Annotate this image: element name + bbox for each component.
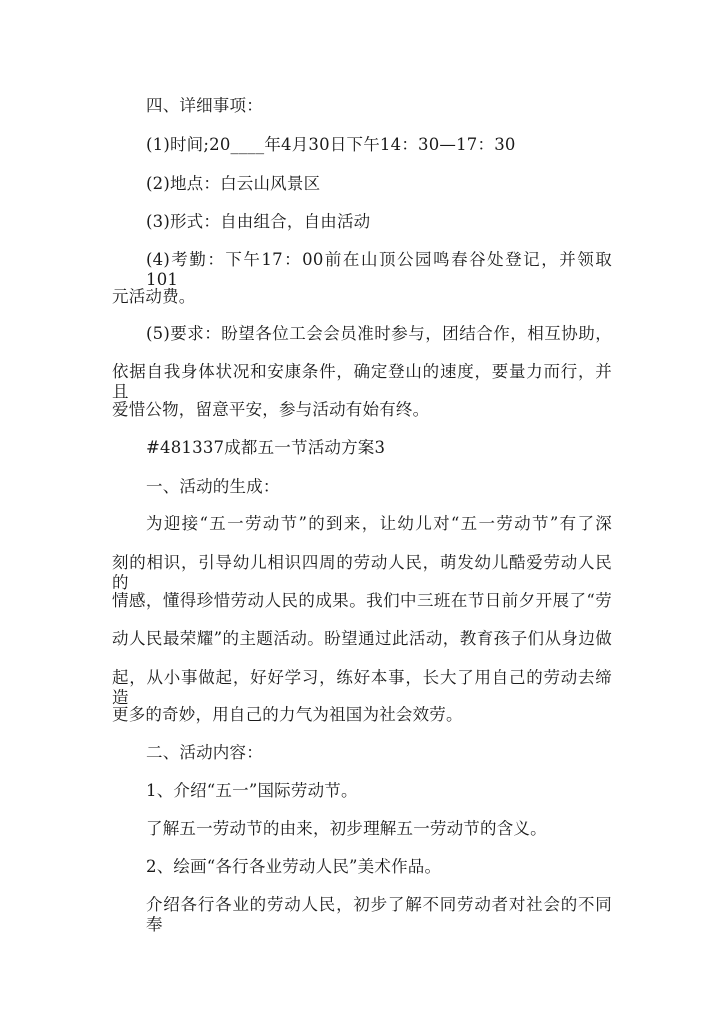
section-heading: 二、活动内容： <box>146 743 263 762</box>
text-line: 2、绘画“各行各业劳动人民”美术作品。 <box>146 857 442 876</box>
text-line: 爱惜公物，留意平安，参与活动有始有终。 <box>112 400 430 419</box>
text-line: (5)要求：盼望各位工会会员准时参与，团结合作，相互协助， <box>146 324 612 343</box>
section-heading: 四、详细事项： <box>146 96 263 115</box>
document-subtitle: #481337成都五一节活动方案3 <box>146 438 386 457</box>
text-line: (4)考勤：下午17：00前在山顶公园鸣春谷处登记，并领取101 <box>146 250 612 289</box>
text-line: 1、介绍“五一”国际劳动节。 <box>146 781 358 800</box>
section-heading: 一、活动的生成： <box>146 477 280 496</box>
text-line: 介绍各行各业的劳动人民，初步了解不同劳动者对社会的不同奉 <box>146 895 612 934</box>
text-line: (2)地点：白云山风景区 <box>146 174 321 193</box>
text-line: (3)形式：自由组合，自由活动 <box>146 212 371 231</box>
text-line: 起，从小事做起，好好学习，练好本事，长大了用自己的劳动去缔造 <box>112 668 612 707</box>
text-line: 元活动费。 <box>112 287 196 306</box>
text-line: 了解五一劳动节的由来，初步理解五一劳动节的含义。 <box>146 819 547 838</box>
text-line: 更多的奇妙，用自己的力气为祖国为社会效劳。 <box>112 705 463 724</box>
text-line: (1)时间;20____年4月30日下午14：30—17：30 <box>146 135 516 154</box>
text-line: 刻的相识，引导幼儿相识四周的劳动人民，萌发幼儿酷爱劳动人民的 <box>112 553 612 592</box>
text-line: 情感，懂得珍惜劳动人民的成果。我们中三班在节日前夕开展了“劳 <box>112 591 612 610</box>
text-line: 为迎接“五一劳动节”的到来，让幼儿对“五一劳动节”有了深 <box>146 514 612 533</box>
text-line: 依据自我身体状况和安康条件，确定登山的速度，要量力而行，并且 <box>112 362 612 401</box>
text-line: 动人民最荣耀”的主题活动。盼望通过此活动，教育孩子们从身边做 <box>112 629 612 648</box>
